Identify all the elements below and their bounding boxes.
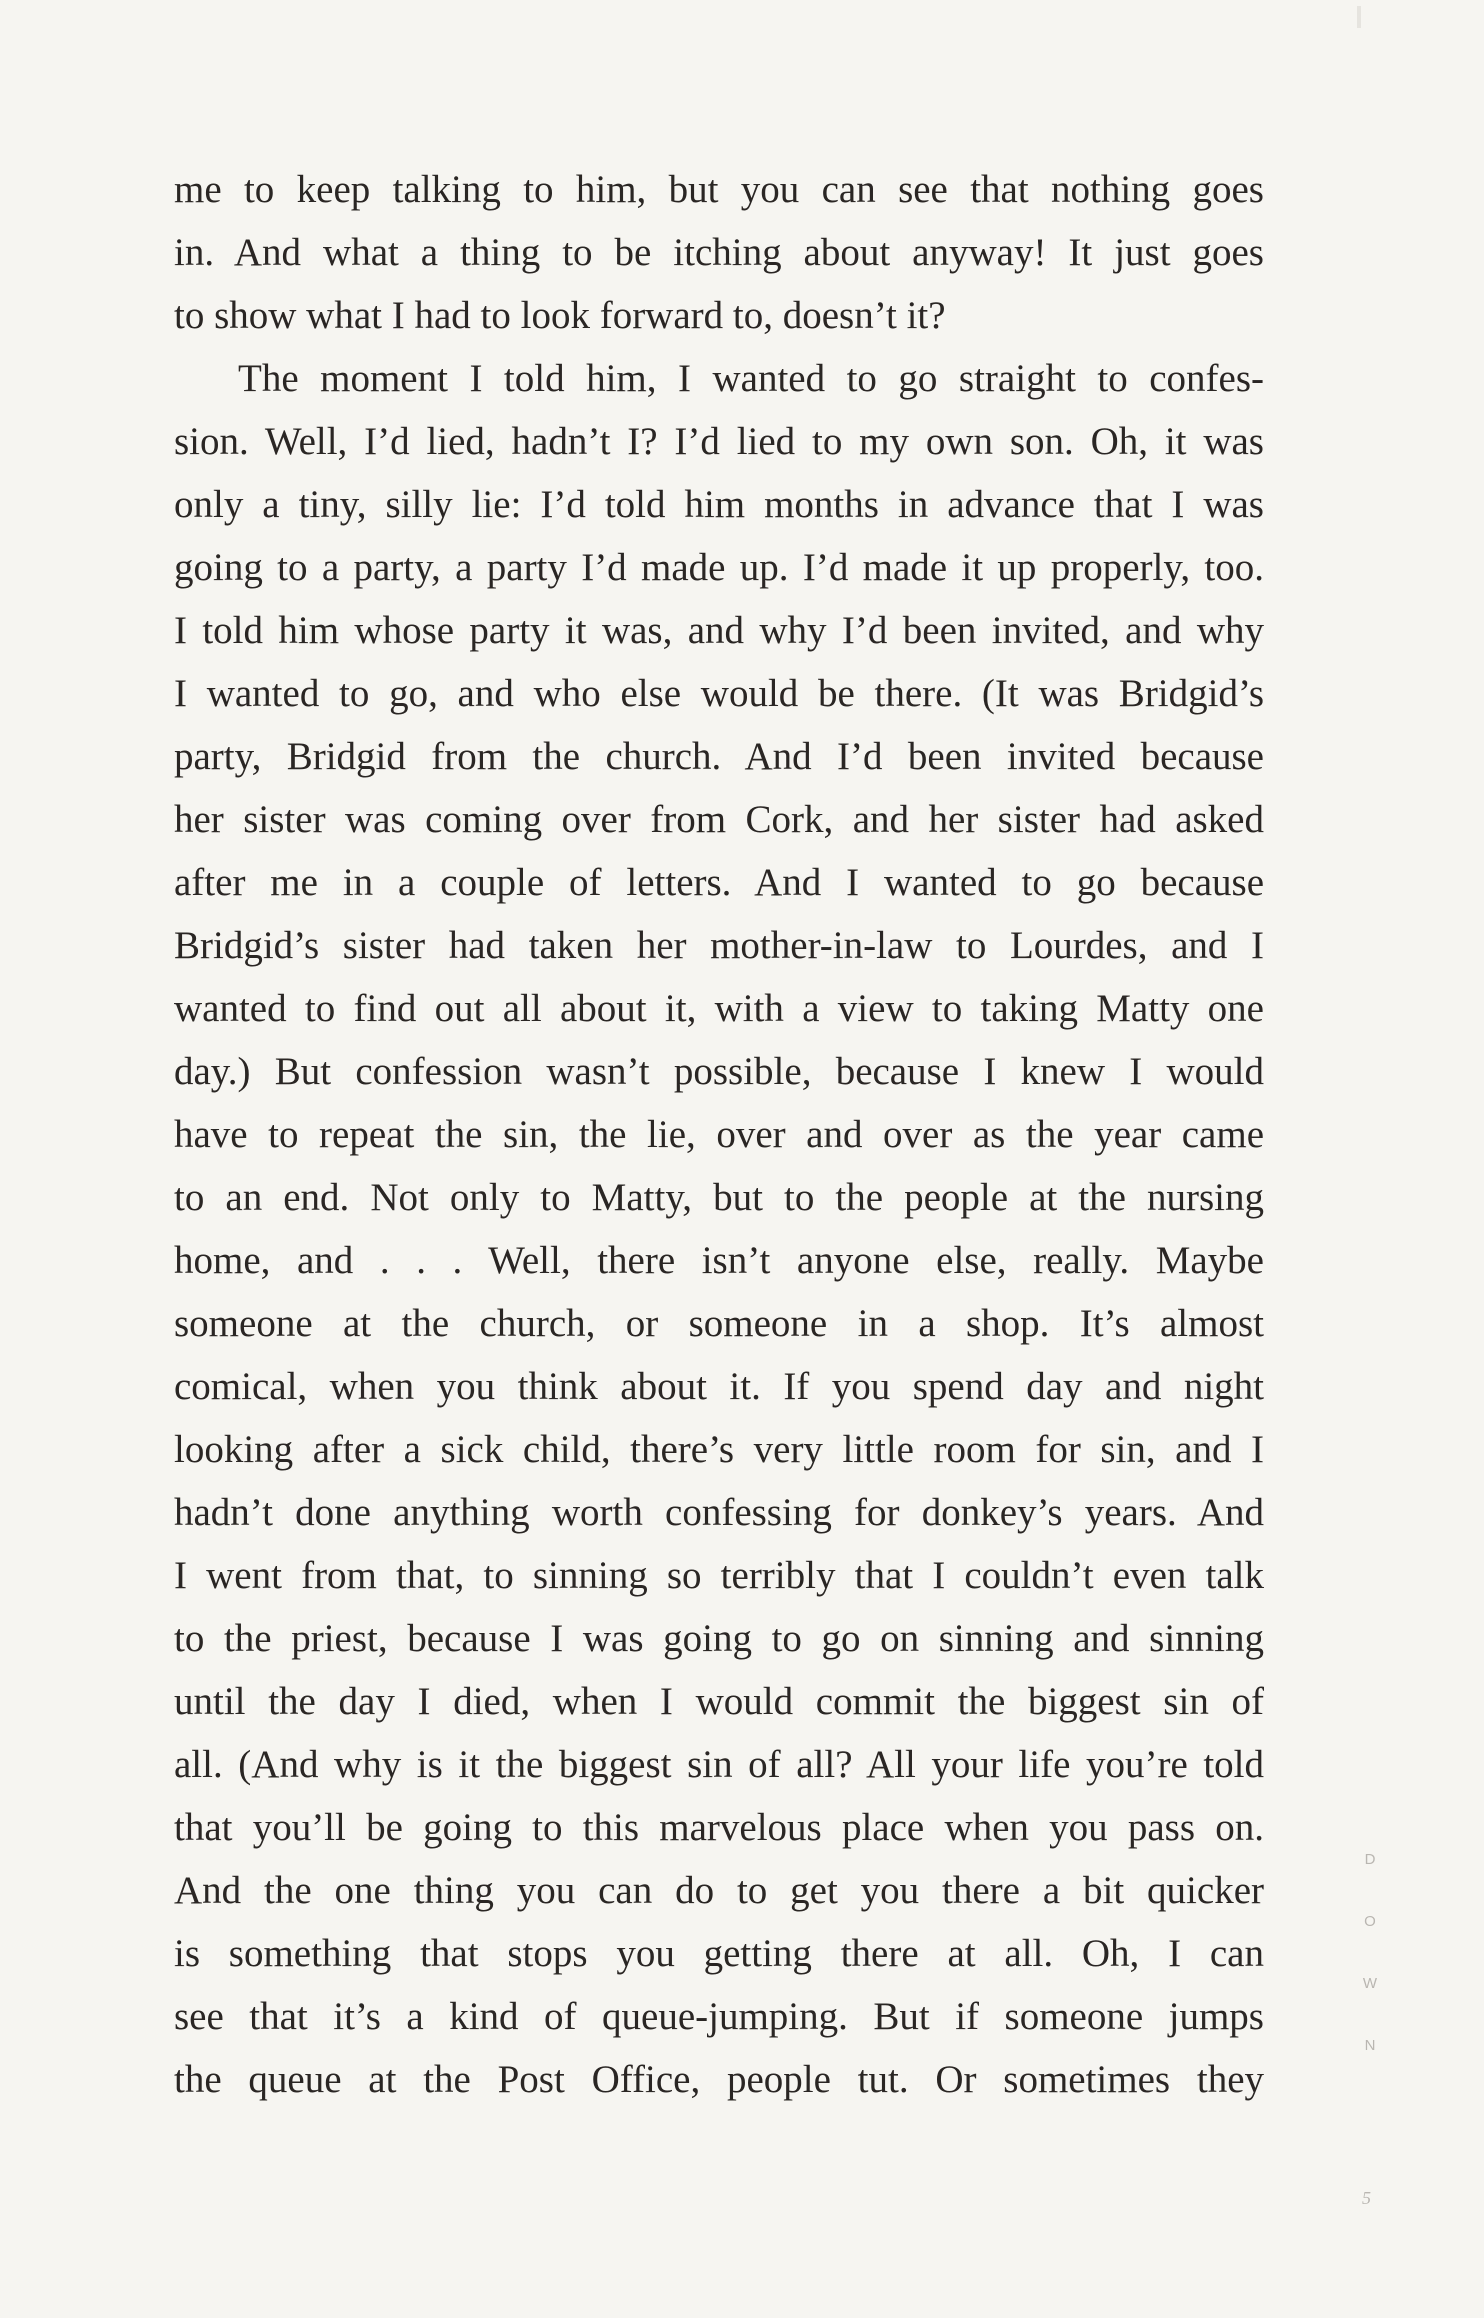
body-text — [174, 158, 1264, 2111]
side-running-title — [1355, 1850, 1385, 2098]
text-line: wanted to find out all about it, with a view to taking Matty one — [174, 987, 1264, 1030]
text-line: The moment I told him, I wanted to go straight to confes- — [238, 357, 1264, 400]
side-title-letter: D — [1364, 1851, 1376, 1868]
text-line: see that it’s a kind of queue-jumping. But if someone jumps — [174, 1995, 1264, 2038]
text-line: all. (And why is it the biggest sin of all? All your life you’re told — [174, 1743, 1264, 1786]
top-edge-mark — [1357, 6, 1361, 28]
page-number: 5 — [1362, 2188, 1371, 2208]
text-line: is something that stops you getting there at all. Oh, I can — [174, 1932, 1264, 1975]
text-line: to the priest, because I was going to go on sinning and sinning — [174, 1617, 1264, 1660]
text-line: going to a party, a party I’d made up. I’d made it up properly, too. — [174, 546, 1264, 589]
text-line: home, and . . . Well, there isn’t anyone else, really. Maybe — [174, 1239, 1264, 1282]
side-title-letter: W — [1362, 1975, 1378, 1992]
text-line: comical, when you think about it. If you spend day and night — [174, 1365, 1264, 1408]
text-line: to an end. Not only to Matty, but to the people at the nursing — [174, 1176, 1264, 1219]
text-line: in. And what a thing to be itching about anyway! It just goes — [174, 231, 1264, 274]
text-line: the queue at the Post Office, people tut. Or sometimes they — [174, 2058, 1264, 2101]
text-line: after me in a couple of letters. And I wanted to go because — [174, 861, 1264, 904]
side-title-letter: N — [1364, 2037, 1376, 2054]
text-line: I wanted to go, and who else would be there. (It was Bridgid’s — [174, 672, 1264, 715]
text-line: And the one thing you can do to get you there a bit quicker — [174, 1869, 1264, 1912]
text-line: that you’ll be going to this marvelous place when you pass on. — [174, 1806, 1264, 1849]
text-line: looking after a sick child, there’s very little room for sin, and I — [174, 1428, 1264, 1471]
side-title-letter: O — [1364, 1913, 1376, 1930]
text-line: her sister was coming over from Cork, and her sister had asked — [174, 798, 1264, 841]
text-line: I told him whose party it was, and why I’d been invited, and why — [174, 609, 1264, 652]
text-line: only a tiny, silly lie: I’d told him months in advance that I was — [174, 483, 1264, 526]
text-line: me to keep talking to him, but you can see that nothing goes — [174, 168, 1264, 211]
text-line: hadn’t done anything worth confessing for donkey’s years. And — [174, 1491, 1264, 1534]
text-line: Bridgid’s sister had taken her mother-in-law to Lourdes, and I — [174, 924, 1264, 967]
text-line: someone at the church, or someone in a shop. It’s almost — [174, 1302, 1264, 1345]
text-line: to show what I had to look forward to, doesn’t it? — [174, 294, 946, 337]
text-line: party, Bridgid from the church. And I’d been invited because — [174, 735, 1264, 778]
text-line: until the day I died, when I would commit the biggest sin of — [174, 1680, 1264, 1723]
text-line: sion. Well, I’d lied, hadn’t I? I’d lied to my own son. Oh, it was — [174, 420, 1264, 463]
text-line: I went from that, to sinning so terribly that I couldn’t even talk — [174, 1554, 1264, 1597]
text-line: have to repeat the sin, the lie, over and over as the year came — [174, 1113, 1264, 1156]
text-line: day.) But confession wasn’t possible, because I knew I would — [174, 1050, 1264, 1093]
